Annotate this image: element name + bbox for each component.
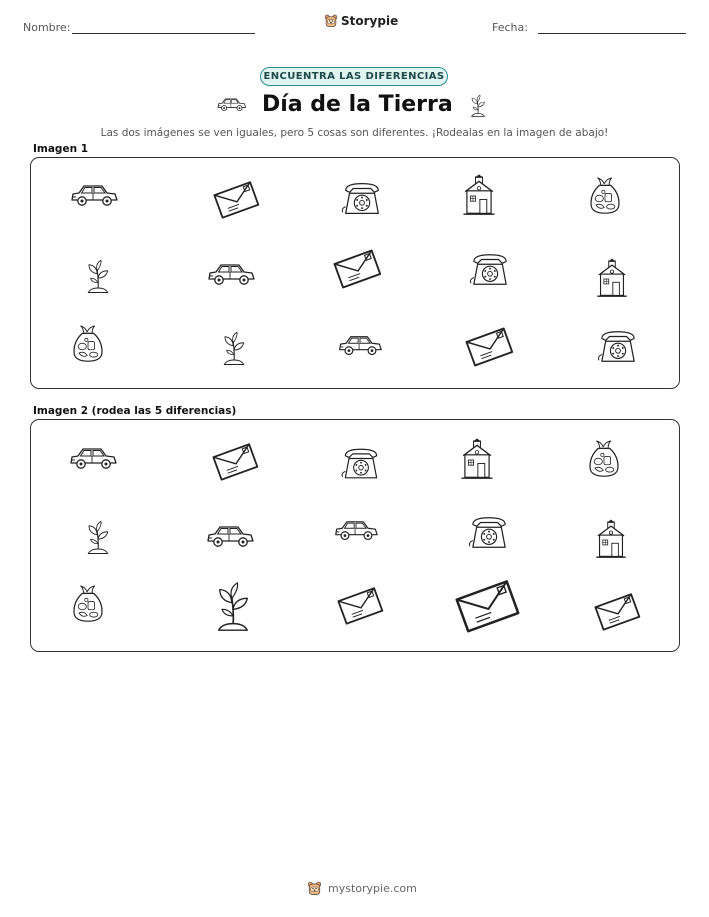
recycle-bag-icon[interactable]	[586, 437, 622, 481]
telephone-icon	[466, 251, 514, 289]
storypie-bear-icon	[324, 14, 338, 28]
envelope-icon	[331, 247, 383, 289]
brand-name: Storypie	[341, 14, 399, 28]
envelope-icon[interactable]	[451, 577, 523, 633]
storypie-bear-icon	[307, 881, 322, 896]
schoolhouse-icon[interactable]	[593, 518, 629, 562]
car-icon[interactable]	[68, 446, 118, 472]
image1-label: Imagen 1	[33, 143, 89, 155]
page-title: Día de la Tierra	[262, 92, 453, 117]
telephone-icon[interactable]	[338, 445, 384, 483]
envelope-icon[interactable]	[335, 584, 385, 626]
activity-banner: ENCUENTRA LAS DIFERENCIAS	[260, 67, 448, 86]
envelope-icon[interactable]	[210, 440, 260, 482]
car-icon[interactable]	[333, 519, 379, 543]
car-icon	[69, 183, 119, 209]
car-icon	[336, 334, 384, 358]
car-icon[interactable]	[205, 524, 255, 550]
schoolhouse-icon[interactable]	[458, 437, 496, 483]
name-field[interactable]	[72, 33, 255, 34]
sprout-icon[interactable]	[83, 518, 113, 556]
sprout-icon	[219, 328, 249, 368]
title-car-icon	[216, 97, 247, 113]
sprout-icon[interactable]	[211, 578, 255, 634]
envelope-icon	[211, 178, 261, 220]
telephone-icon	[338, 179, 386, 219]
name-label: Nombre:	[23, 21, 71, 34]
recycle-bag-icon	[587, 174, 623, 218]
date-label: Fecha:	[492, 21, 528, 34]
brand-logo	[324, 14, 398, 28]
envelope-icon	[463, 325, 515, 367]
date-field[interactable]	[538, 33, 686, 34]
recycle-bag-icon	[70, 323, 106, 365]
footer-url: mystorypie.com	[328, 882, 417, 895]
telephone-icon	[594, 328, 642, 366]
envelope-icon[interactable]	[592, 590, 642, 632]
recycle-bag-icon[interactable]	[70, 583, 106, 625]
car-icon	[206, 262, 256, 288]
image2-label: Imagen 2 (rodea las 5 diferencias)	[33, 405, 237, 417]
schoolhouse-icon	[594, 257, 630, 301]
schoolhouse-icon	[460, 173, 498, 219]
title-sprout-icon	[468, 93, 488, 118]
instructions: Las dos imágenes se ven iguales, pero 5 cosas son diferentes. ¡Rodealas en la imagen de abajo!	[100, 127, 609, 139]
telephone-icon[interactable]	[465, 514, 513, 552]
footer	[307, 881, 417, 896]
sprout-icon	[83, 257, 113, 295]
